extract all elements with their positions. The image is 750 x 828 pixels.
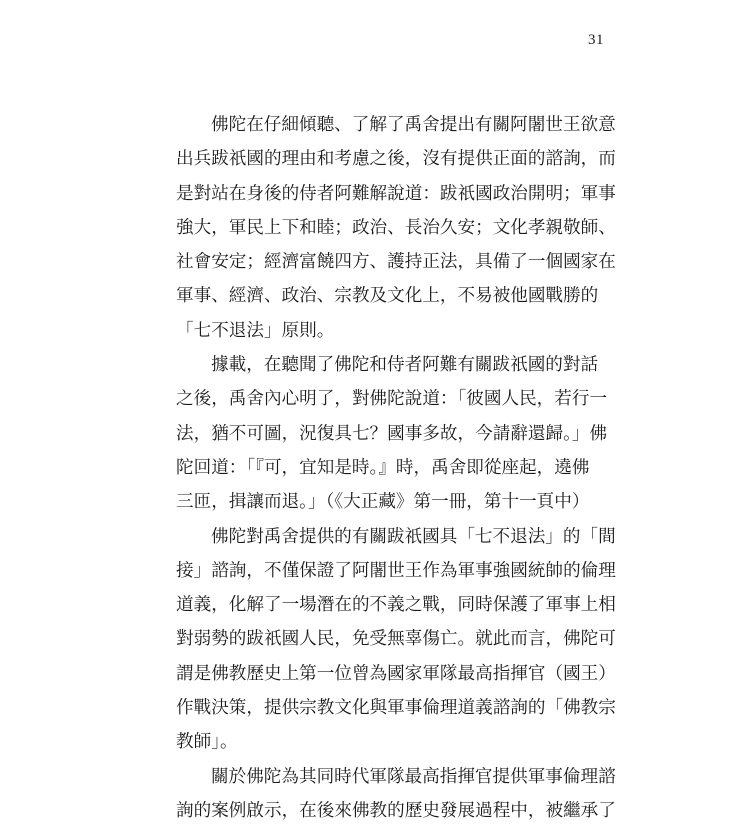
text-line: 道義，化解了一場潛在的不義之戰，同時保護了軍事上相 (176, 595, 616, 616)
body-text (176, 108, 616, 828)
text-line: 之後，禹舍內心明了，對佛陀說道：「彼國人民，若行一 (176, 389, 608, 410)
text-line: 據載，在聽聞了佛陀和侍者阿難有關跋祇國的對話 (211, 355, 599, 376)
text-line: 「七不退法」原則。 (176, 320, 335, 341)
text-line: 陀回道：「『可，宜知是時。』時，禹舍即從座起，遶佛 (176, 457, 590, 478)
text-line: 關於佛陀為其同時代軍隊最高指揮官提供軍事倫理諮 (211, 766, 616, 787)
text-line: 接」諮詢，不僅保證了阿闍世王作為軍事強國統帥的倫理 (176, 560, 616, 581)
text-line: 法，猶不可圖，況復具七？國事多故，今請辭還歸。」佛 (176, 423, 608, 444)
text-line: 強大，軍民上下和睦；政治、長治久安；文化孝親敬師、 (176, 217, 616, 238)
text-line: 作戰決策，提供宗教文化與軍事倫理道義諮詢的「佛教宗 (176, 698, 616, 719)
text-line: 三匝，揖讓而退。」（《大正藏》第一冊，第十一頁中） (176, 492, 590, 513)
text-line: 是對站在身後的侍者阿難解說道：跋祇國政治開明；軍事 (176, 183, 616, 204)
text-line: 軍事、經濟、政治、宗教及文化上，不易被他國戰勝的 (176, 286, 599, 307)
text-line: 出兵跋祇國的理由和考慮之後，沒有提供正面的諮詢，而 (176, 149, 616, 170)
text-line: 對弱勢的跋祇國人民，免受無辜傷亡。就此而言，佛陀可 (176, 629, 616, 650)
text-line: 佛陀在仔細傾聽、了解了禹舍提出有關阿闍世王欲意 (211, 115, 616, 135)
text-line: 謂是佛教歷史上第一位曾為國家軍隊最高指揮官（國王） (176, 663, 616, 684)
page-number: 31 (588, 32, 604, 48)
text-line: 社會安定；經濟富饒四方、護持正法，具備了一個國家在 (176, 252, 616, 273)
text-line: 教師」。 (176, 732, 238, 753)
text-line: 佛陀對禹舍提供的有關跋祇國具「七不退法」的「間 (211, 526, 616, 547)
text-line: 詢的案例啟示，在後來佛教的歷史發展過程中，被繼承了 (176, 800, 616, 821)
